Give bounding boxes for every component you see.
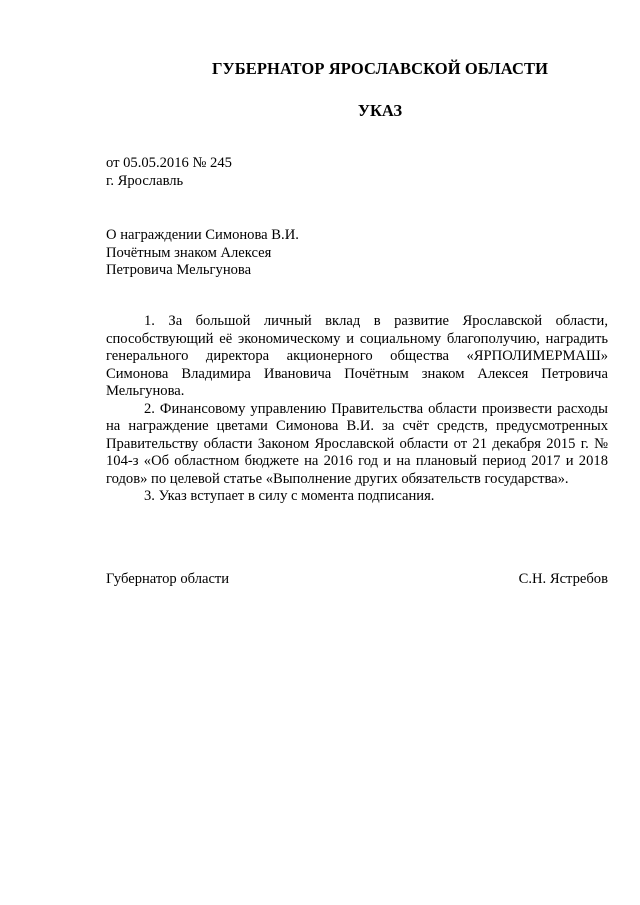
subject-line: О награждении Симонова В.И. bbox=[106, 227, 299, 243]
document-type: УКАЗ bbox=[357, 101, 403, 120]
issuing-authority: ГУБЕРНАТОР ЯРОСЛАВСКОЙ ОБЛАСТИ bbox=[211, 59, 549, 78]
signature-block bbox=[106, 571, 608, 589]
signatory-name: С.Н. Ястребов bbox=[518, 571, 608, 587]
signatory-position: Губернатор области bbox=[106, 571, 230, 587]
document-meta bbox=[106, 155, 232, 190]
place: г. Ярославль bbox=[106, 172, 184, 189]
body-paragraph-2: 2. Финансовому управлению Правительства области произвести расходы на награждение цветами Симонова В.И. за счёт средств, предусмотренных Правительству области Законом Ярославской области от 21 декабря 2015 г. № 104-з «Об областном бюджете на 2016 год и на плановый период 2017 и 2018 годов» по целевой статье «Выполнение других обязательств государства». bbox=[106, 400, 608, 487]
subject-line: Петровича Мельгунова bbox=[106, 262, 252, 278]
subject-line: Почётным знаком Алексея bbox=[106, 244, 272, 261]
document-subject bbox=[106, 227, 299, 280]
body-paragraph-1: 1. За большой личный вклад в развитие Ярославской области, способствующий её экономическому и социальному благополучию, наградить генерального директора акционерного общества «ЯРПОЛИМЕРМАШ» Симонова Владимира Ивановича Почётным знаком Алексея Петровича Мельгунова. bbox=[106, 313, 608, 399]
body-paragraph-3: 3. Указ вступает в силу с момента подписания. bbox=[144, 488, 435, 504]
document-body bbox=[106, 313, 608, 506]
date-number: от 05.05.2016 № 245 bbox=[106, 155, 232, 171]
